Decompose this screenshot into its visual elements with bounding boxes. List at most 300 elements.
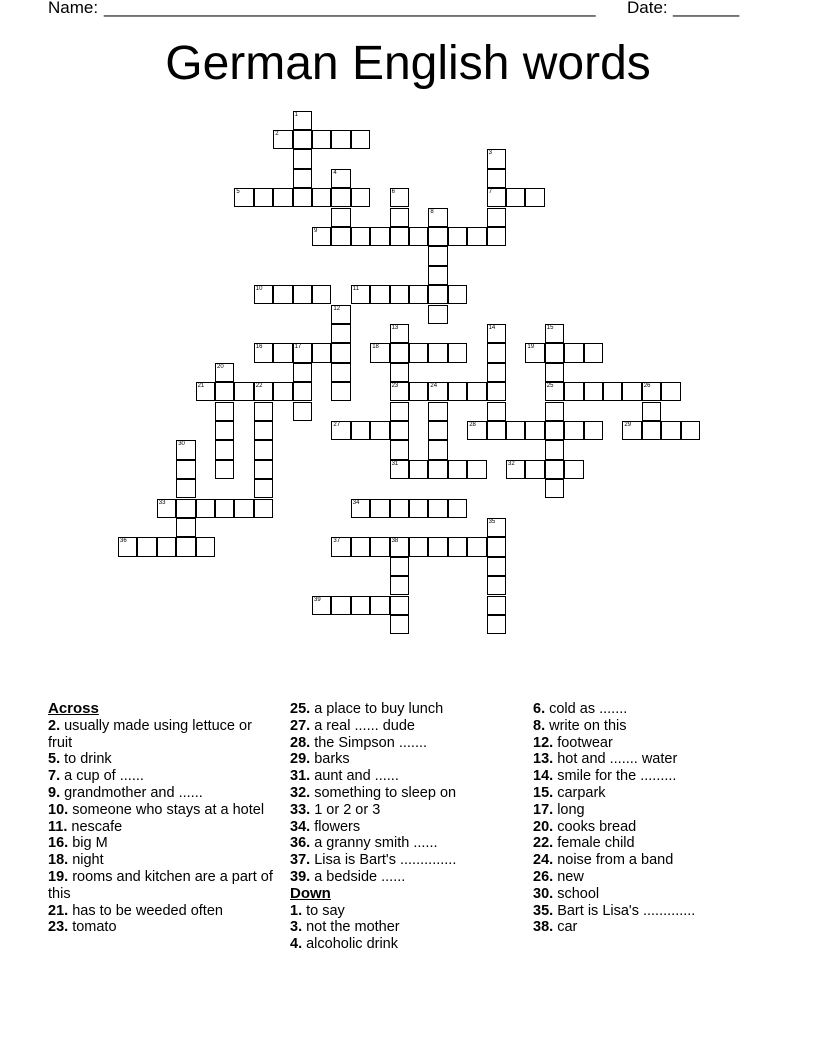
clue-num: 12. [533,734,554,751]
grid-cell[interactable] [293,111,312,130]
across-clue [290,751,515,768]
clues-column-3 [533,701,763,936]
grid-cell[interactable] [448,460,467,479]
clue-text: noise from a band [553,852,674,869]
grid-cell[interactable] [448,537,467,556]
clue-number: 38 [391,538,399,545]
grid-cell[interactable] [331,343,350,362]
grid-cell[interactable] [487,208,506,227]
grid-cell[interactable] [293,285,312,304]
clue-num: 32. [290,784,311,801]
clue-number: 18 [372,344,379,351]
across-clue [290,768,515,785]
clue-number: 21 [197,383,205,390]
grid-cell[interactable] [331,382,350,401]
grid-cell[interactable] [428,343,447,362]
grid-cell[interactable] [428,246,447,265]
clue-number: 7 [488,189,492,196]
clue-number: 34 [352,499,360,506]
clue-text: smile for the ......... [553,768,677,785]
grid-cell[interactable] [545,363,564,382]
grid-cell[interactable] [331,363,350,382]
clue-text: carpark [553,784,606,801]
grid-cell[interactable] [545,440,564,459]
grid-cell[interactable] [681,421,700,440]
grid-cell[interactable] [409,285,428,304]
grid-cell[interactable] [603,382,622,401]
grid-cell[interactable] [428,305,447,324]
grid-cell[interactable] [487,518,506,537]
clue-number: 13 [391,324,399,331]
grid-cell[interactable] [351,421,370,440]
across-clue [290,802,515,819]
grid-cell[interactable] [118,537,137,556]
clue-text: school [553,885,600,902]
clue-num: 7. [48,768,61,785]
down-clue [533,785,763,802]
grid-cell[interactable] [293,382,312,401]
grid-cell[interactable] [428,537,447,556]
clue-text: a granny smith ...... [310,835,438,852]
grid-cell[interactable] [584,382,603,401]
grid-cell[interactable] [273,188,292,207]
grid-cell[interactable] [351,596,370,615]
grid-cell[interactable] [293,188,312,207]
grid-cell[interactable] [584,343,603,362]
across-clue [48,718,273,752]
grid-cell[interactable] [215,421,234,440]
grid-cell[interactable] [215,460,234,479]
across-clue [290,718,515,735]
clue-num: 34. [290,818,311,835]
grid-cell[interactable] [254,402,273,421]
clue-text: something to sleep on [310,784,457,801]
grid-cell[interactable] [331,537,350,556]
grid-cell[interactable] [545,382,564,401]
grid-cell[interactable] [254,285,273,304]
down-clue [533,835,763,852]
clue-text: a place to buy lunch [310,701,444,717]
clue-number: 26 [643,383,651,390]
grid-cell[interactable] [254,188,273,207]
grid-cell[interactable] [390,557,409,576]
grid-cell[interactable] [467,537,486,556]
grid-cell[interactable] [254,440,273,459]
grid-cell[interactable] [137,537,156,556]
grid-cell[interactable] [487,615,506,634]
clue-num: 3. [290,919,303,936]
down-clue [533,886,763,903]
grid-cell[interactable] [390,188,409,207]
down-clue [533,919,763,936]
clue-num: 25. [290,701,311,717]
grid-cell[interactable] [584,421,603,440]
down-clue [533,869,763,886]
clue-number: 12 [333,305,341,312]
clue-number: 5 [236,189,240,196]
grid-cell[interactable] [448,382,467,401]
grid-cell[interactable] [487,169,506,188]
grid-cell[interactable] [525,421,544,440]
grid-cell[interactable] [331,227,350,246]
grid-cell[interactable] [254,460,273,479]
grid-cell[interactable] [351,227,370,246]
grid-cell[interactable] [390,615,409,634]
clue-num: 4. [290,936,303,953]
grid-cell[interactable] [312,227,331,246]
down-clue [290,936,515,953]
across-clue [48,785,273,802]
grid-cell[interactable] [428,208,447,227]
clue-num: 31. [290,768,311,785]
clue-num: 28. [290,734,311,751]
grid-cell[interactable] [215,382,234,401]
down-clue [533,751,763,768]
clue-text: someone who stays at a hotel [68,801,265,818]
clue-num: 5. [48,751,61,768]
across-clue [48,919,273,936]
grid-cell[interactable] [487,557,506,576]
grid-cell[interactable] [487,363,506,382]
grid-cell[interactable] [312,188,331,207]
clue-text: a cup of ...... [60,768,144,785]
grid-cell[interactable] [428,402,447,421]
grid-cell[interactable] [390,440,409,459]
grid-cell[interactable] [428,266,447,285]
grid-cell[interactable] [331,324,350,343]
grid-cell[interactable] [545,402,564,421]
grid-cell[interactable] [196,499,215,518]
grid-cell[interactable] [331,596,350,615]
across-clue [290,835,515,852]
clue-number: 30 [178,441,185,448]
grid-cell[interactable] [409,499,428,518]
grid-cell[interactable] [254,421,273,440]
across-clue [290,869,515,886]
grid-cell[interactable] [622,421,641,440]
grid-cell[interactable] [487,402,506,421]
clue-number: 36 [120,538,127,545]
clue-number: 37 [333,538,341,545]
grid-cell[interactable] [661,382,680,401]
grid-cell[interactable] [157,499,176,518]
grid-cell[interactable] [331,305,350,324]
grid-cell[interactable] [428,460,447,479]
across-clue [290,852,515,869]
down-heading: Down [290,884,331,902]
grid-cell[interactable] [312,130,331,149]
down-clue [290,903,515,920]
clue-text: tomato [68,919,117,936]
grid-cell[interactable] [331,208,350,227]
clue-number: 8 [430,208,434,215]
name-line[interactable]: ____________________________________________________ [104,0,596,17]
grid-cell[interactable] [293,169,312,188]
clue-num: 16. [48,835,69,852]
grid-cell[interactable] [564,460,583,479]
grid-cell[interactable] [196,382,215,401]
grid-cell[interactable] [234,188,253,207]
grid-cell[interactable] [545,421,564,440]
grid-cell[interactable] [351,537,370,556]
down-clue [533,819,763,836]
clue-number: 2 [275,130,279,137]
clue-number: 9 [314,227,318,234]
clue-text: a real ...... dude [310,717,415,734]
grid-cell[interactable] [370,285,389,304]
clue-text: alcoholic drink [302,936,399,953]
grid-cell[interactable] [254,499,273,518]
name-label: Name: [48,0,99,17]
grid-cell[interactable] [506,421,525,440]
down-clue [533,735,763,752]
clue-num: 10. [48,801,69,818]
grid-cell[interactable] [487,576,506,595]
grid-cell[interactable] [506,460,525,479]
clue-number: 24 [430,383,438,390]
grid-cell[interactable] [370,499,389,518]
grid-cell[interactable] [467,460,486,479]
clue-number: 29 [624,421,632,428]
grid-cell[interactable] [487,421,506,440]
clue-number: 19 [527,344,535,351]
grid-cell[interactable] [448,285,467,304]
grid-cell[interactable] [448,499,467,518]
grid-cell[interactable] [642,421,661,440]
clue-num: 37. [290,852,311,869]
grid-cell[interactable] [390,227,409,246]
grid-cell[interactable] [545,479,564,498]
clue-num: 24. [533,852,554,869]
grid-cell[interactable] [293,363,312,382]
clue-text: footwear [553,734,613,751]
grid-cell[interactable] [370,343,389,362]
grid-cell[interactable] [234,499,253,518]
grid-cell[interactable] [525,188,544,207]
clues-column-2 [290,701,515,953]
clue-text: rooms and kitchen are a part of this [48,868,273,902]
grid-cell[interactable] [215,402,234,421]
grid-cell[interactable] [390,285,409,304]
clue-num: 33. [290,801,311,818]
clue-number: 20 [217,363,224,370]
grid-cell[interactable] [642,402,661,421]
down-clue [533,903,763,920]
clue-text: to drink [60,751,112,768]
clue-number: 14 [488,324,496,331]
grid-cell[interactable] [428,440,447,459]
clue-text: a bedside ...... [310,868,406,885]
grid-cell[interactable] [409,382,428,401]
grid-cell[interactable] [564,343,583,362]
clue-number: 17 [294,344,302,351]
grid-cell[interactable] [428,285,447,304]
grid-cell[interactable] [409,537,428,556]
grid-cell[interactable] [448,343,467,362]
clue-number: 32 [508,460,515,467]
clue-num: 17. [533,801,554,818]
grid-cell[interactable] [176,537,195,556]
clue-number: 39 [314,596,321,603]
grid-cell[interactable] [176,518,195,537]
clue-num: 23. [48,919,69,936]
grid-cell[interactable] [273,130,292,149]
grid-cell[interactable] [390,363,409,382]
grid-cell[interactable] [196,537,215,556]
grid-cell[interactable] [448,227,467,246]
grid-cell[interactable] [293,130,312,149]
grid-cell[interactable] [293,149,312,168]
grid-cell[interactable] [467,382,486,401]
grid-cell[interactable] [487,227,506,246]
grid-cell[interactable] [467,421,486,440]
grid-cell[interactable] [351,130,370,149]
grid-cell[interactable] [215,440,234,459]
grid-cell[interactable] [234,382,253,401]
grid-cell[interactable] [487,324,506,343]
grid-cell[interactable] [390,402,409,421]
grid-cell[interactable] [351,499,370,518]
grid-cell[interactable] [254,343,273,362]
grid-cell[interactable] [642,382,661,401]
grid-cell[interactable] [390,343,409,362]
clue-text: grandmother and ...... [60,784,203,801]
grid-cell[interactable] [622,382,641,401]
grid-cell[interactable] [428,421,447,440]
clue-number: 10 [255,286,263,293]
clue-number: 3 [488,150,492,157]
grid-cell[interactable] [564,382,583,401]
grid-cell[interactable] [273,343,292,362]
grid-cell[interactable] [487,343,506,362]
clue-text: aunt and ...... [310,768,399,785]
grid-cell[interactable] [293,343,312,362]
grid-cell[interactable] [273,285,292,304]
grid-cell[interactable] [390,324,409,343]
grid-cell[interactable] [215,363,234,382]
grid-cell[interactable] [390,576,409,595]
clue-num: 30. [533,885,554,902]
across-clue [290,785,515,802]
grid-cell[interactable] [215,499,234,518]
grid-cell[interactable] [428,499,447,518]
grid-cell[interactable] [487,537,506,556]
grid-cell[interactable] [273,382,292,401]
clue-num: 29. [290,751,311,768]
grid-cell[interactable] [525,460,544,479]
clue-number: 31 [391,460,399,467]
clue-num: 6. [533,701,546,717]
clue-num: 19. [48,868,69,885]
grid-cell[interactable] [312,285,331,304]
grid-cell[interactable] [390,499,409,518]
grid-cell[interactable] [428,227,447,246]
grid-cell[interactable] [331,421,350,440]
date-label: Date: [627,0,668,17]
grid-cell[interactable] [370,227,389,246]
grid-cell[interactable] [390,537,409,556]
clue-num: 20. [533,818,554,835]
grid-cell[interactable] [390,382,409,401]
grid-cell[interactable] [525,343,544,362]
page-title: German English words [165,37,651,90]
clue-number: 33 [158,499,166,506]
clue-text: car [553,919,578,936]
grid-cell[interactable] [254,479,273,498]
clue-text: barks [310,751,350,768]
grid-cell[interactable] [254,382,273,401]
down-clue [533,852,763,869]
grid-cell[interactable] [409,460,428,479]
grid-cell[interactable] [293,402,312,421]
grid-cell[interactable] [487,149,506,168]
grid-cell[interactable] [545,460,564,479]
clue-number: 27 [333,421,341,428]
clue-text: cold as ....... [545,701,628,717]
clues-column-1 [48,701,273,936]
grid-cell[interactable] [370,537,389,556]
grid-cell[interactable] [370,421,389,440]
grid-cell[interactable] [370,596,389,615]
grid-cell[interactable] [390,460,409,479]
grid-cell[interactable] [176,479,195,498]
grid-cell[interactable] [351,188,370,207]
across-clue [290,819,515,836]
clue-number: 16 [255,344,263,351]
date-line[interactable]: _______ [673,0,740,17]
grid-cell[interactable] [157,537,176,556]
grid-cell[interactable] [390,208,409,227]
grid-cell[interactable] [661,421,680,440]
down-clue [533,701,763,718]
grid-cell[interactable] [487,382,506,401]
down-clue [290,919,515,936]
grid-cell[interactable] [176,499,195,518]
grid-cell[interactable] [409,227,428,246]
grid-cell[interactable] [331,130,350,149]
grid-cell[interactable] [506,188,525,207]
grid-cell[interactable] [545,343,564,362]
clue-text: night [68,852,104,869]
grid-cell[interactable] [331,169,350,188]
clue-num: 13. [533,751,554,768]
grid-cell[interactable] [428,382,447,401]
grid-cell[interactable] [487,188,506,207]
grid-cell[interactable] [351,285,370,304]
grid-cell[interactable] [176,460,195,479]
clue-number: 1 [294,111,298,118]
grid-cell[interactable] [390,421,409,440]
across-clue [48,852,273,869]
clue-num: 21. [48,902,69,919]
grid-cell[interactable] [390,596,409,615]
grid-cell[interactable] [409,343,428,362]
clue-text: Bart is Lisa's ............. [553,902,696,919]
clue-num: 27. [290,717,311,734]
clue-text: usually made using lettuce or fruit [48,717,252,751]
grid-cell[interactable] [564,421,583,440]
clue-num: 26. [533,868,554,885]
across-clue [48,819,273,836]
grid-cell[interactable] [312,596,331,615]
grid-cell[interactable] [176,440,195,459]
grid-cell[interactable] [312,343,331,362]
grid-cell[interactable] [487,596,506,615]
grid-cell[interactable] [467,227,486,246]
grid-cell[interactable] [331,188,350,207]
grid-cell[interactable] [545,324,564,343]
clue-text: has to be weeded often [68,902,223,919]
